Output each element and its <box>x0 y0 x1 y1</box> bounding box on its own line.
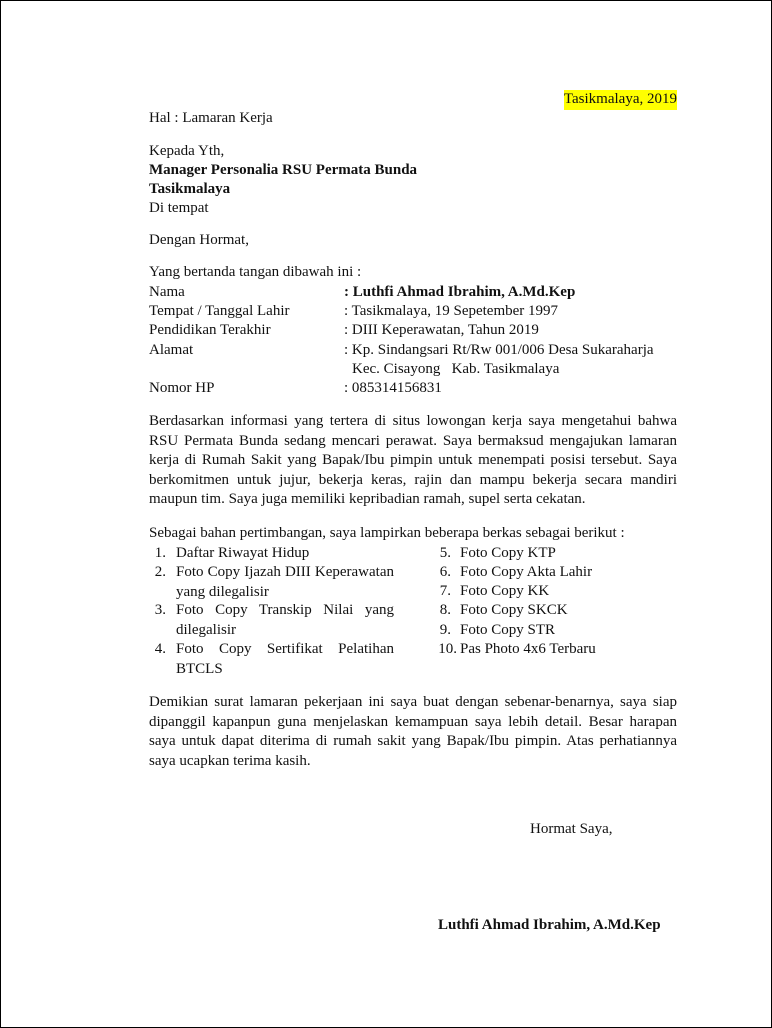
attachment-item: Foto Copy Transkip Nilai yang dilegalisir <box>176 602 394 638</box>
attachment-number: 2. <box>154 564 166 580</box>
attachment-item: Foto Copy Ijazah DIII Keperawatan yang dilegalisir <box>176 564 394 600</box>
field-label-birth: Tempat / Tanggal Lahir <box>149 303 290 319</box>
attachment-number: 3. <box>154 602 166 618</box>
recipient-location: Di tempat <box>149 200 209 216</box>
signature-name: Luthfi Ahmad Ibrahim, A.Md.Kep <box>438 917 661 933</box>
attachment-number: 5. <box>439 545 451 561</box>
field-value-birth: : Tasikmalaya, 19 Sepetember 1997 <box>344 303 559 319</box>
subject-line: Hal : Lamaran Kerja <box>149 110 273 126</box>
attachments-intro: Sebagai bahan pertimbangan, saya lampirkan beberapa berkas sebagai berikut : <box>149 525 625 541</box>
attachment-item: Foto Copy KTP <box>460 545 556 561</box>
greeting: Dengan Hormat, <box>149 232 249 248</box>
closing-paragraph: Demikian surat lamaran pekerjaan ini saya buat dengan sebenar-benarnya, saya siap dipanggil kapanpun guna menjelaskan kemampuan saya lebih detail. Besar harapan saya untuk dapat diterima di rumah sakit yang Bapak/Ibu pimpin. Atas perhatiannya saya ucapkan terima kasih. <box>149 694 677 769</box>
place-date: Tasikmalaya, 2019 <box>564 90 677 110</box>
addressee-intro: Kepada Yth, <box>149 143 225 159</box>
field-value-name: : Luthfi Ahmad Ibrahim, A.Md.Kep <box>344 284 576 300</box>
attachment-number: 7. <box>439 583 451 599</box>
attachment-item: Pas Photo 4x6 Terbaru <box>460 641 596 657</box>
recipient-title: Manager Personalia RSU Permata Bunda <box>149 162 418 178</box>
field-value-address: : Kp. Sindangsari Rt/Rw 001/006 Desa Sukaraharja <box>344 342 654 358</box>
attachment-item: Foto Copy Akta Lahir <box>460 564 593 580</box>
identity-intro: Yang bertanda tangan dibawah ini : <box>149 264 362 280</box>
regards: Hormat Saya, <box>530 821 613 837</box>
field-label-phone: Nomor HP <box>149 380 215 396</box>
attachment-item: Daftar Riwayat Hidup <box>176 545 310 561</box>
field-label-name: Nama <box>149 284 185 300</box>
attachment-number: 10. <box>438 641 457 657</box>
attachment-item: Foto Copy SKCK <box>460 602 568 618</box>
attachment-number: 6. <box>439 564 451 580</box>
attachment-number: 4. <box>154 641 166 657</box>
attachment-item: Foto Copy Sertifikat Pelatihan BTCLS <box>176 641 394 677</box>
field-label-address: Alamat <box>149 342 194 358</box>
recipient-city: Tasikmalaya <box>149 181 231 197</box>
attachment-item: Foto Copy STR <box>460 622 556 638</box>
attachment-item: Foto Copy KK <box>460 583 550 599</box>
body-paragraph: Berdasarkan informasi yang tertera di situs lowongan kerja saya mengetahui bahwa RSU Permata Bunda sedang mencari perawat. Saya bermaksud mengajukan lamaran kerja di Rumah Sakit yang Bapak/Ibu pimpin untuk menempati posisi tersebut. Saya berkomitmen untuk jujur, bekerja keras, rajin dan mampu bekerja secara mandiri maupun tim. Saya juga memiliki kepribadian ramah, supel serta cekatan. <box>149 413 677 507</box>
attachment-number: 8. <box>439 602 451 618</box>
field-value-education: : DIII Keperawatan, Tahun 2019 <box>344 322 539 338</box>
attachment-number: 9. <box>439 622 451 638</box>
attachment-number: 1. <box>154 545 166 561</box>
field-value-address-line2: Kec. Cisayong Kab. Tasikmalaya <box>352 361 560 377</box>
field-label-education: Pendidikan Terakhir <box>149 322 271 338</box>
field-value-phone: : 085314156831 <box>344 380 442 396</box>
